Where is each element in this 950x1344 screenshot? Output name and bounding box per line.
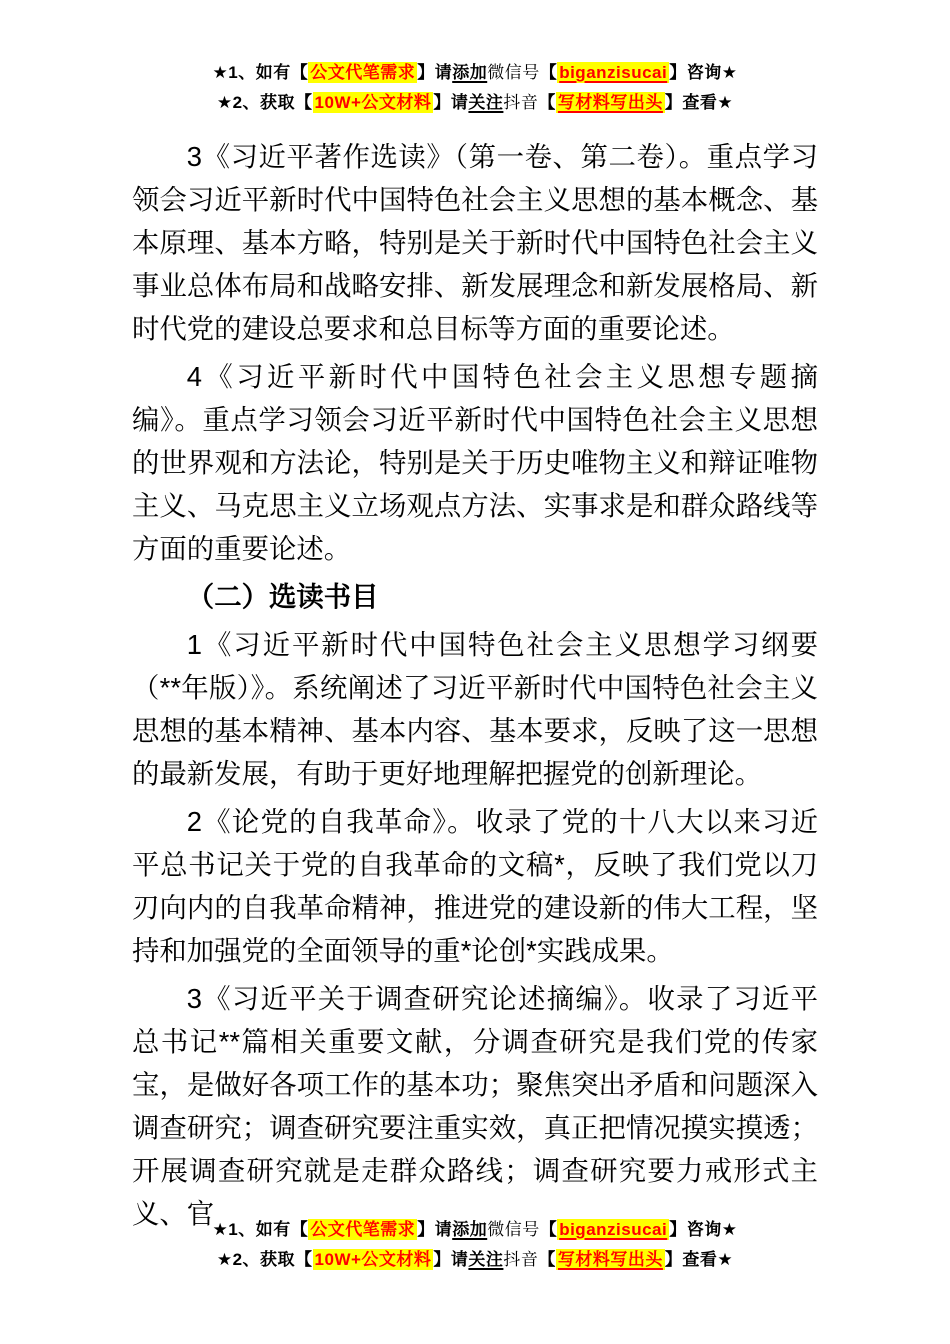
wechat-id-highlight: biganzisucai xyxy=(559,63,668,82)
douyin-label: 抖音 xyxy=(503,1250,539,1269)
douyin-account-highlight: 写材料写出头 xyxy=(557,93,663,112)
notice-line-2 xyxy=(0,88,950,118)
body-paragraph-selected1: 1《习近平新时代中国特色社会主义思想学习纲要（**年版）》。系统阐述了习近平新时代中国特色社会主义思想的基本精神、基本内容、基本要求，反映了这一思想的最新发展，有助于更好地理解把握党的创新理论。 xyxy=(132,629,818,789)
add-action-underline: 添加 xyxy=(452,1220,488,1239)
notice-segment: 【 xyxy=(539,63,558,82)
notice-segment: ★1、如有【 xyxy=(212,1220,309,1239)
notice-segment: ★1、如有【 xyxy=(212,63,309,82)
material-pack-highlight: 10W+公文材料 xyxy=(314,93,432,112)
document-body xyxy=(132,135,818,1235)
page-footer-notice xyxy=(0,1215,950,1275)
material-pack-highlight: 10W+公文材料 xyxy=(314,1250,432,1269)
notice-segment: ★2、获取【 xyxy=(216,1250,313,1269)
wechat-label: 微信号 xyxy=(487,1220,540,1239)
notice-segment: 【 xyxy=(539,1220,558,1239)
body-paragraph-book3: 3《习近平著作选读》（第一卷、第二卷）。重点学习领会习近平新时代中国特色社会主义思想的基本概念、基本原理、基本方略，特别是关于新时代中国特色社会主义事业总体布局和战略安排、新发展理念和新发展格局、新时代党的建设总要求和总目标等方面的重要论述。 xyxy=(132,141,818,344)
notice-segment: 【 xyxy=(538,93,556,112)
notice-line-1 xyxy=(0,1215,950,1245)
body-paragraph-book4: 4《习近平新时代中国特色社会主义思想专题摘编》。重点学习领会习近平新时代中国特色社会主义思想的世界观和方法论，特别是关于历史唯物主义和辩证唯物主义、马克思主义立场观点方法、实事求是和群众路线等方面的重要论述。 xyxy=(132,361,818,564)
notice-segment: 】查看★ xyxy=(664,1250,734,1269)
notice-segment: ★2、获取【 xyxy=(216,93,313,112)
douyin-label: 抖音 xyxy=(503,93,539,112)
notice-line-2 xyxy=(0,1245,950,1275)
notice-segment: 【 xyxy=(538,1250,556,1269)
notice-segment: 】请 xyxy=(417,1220,453,1239)
wechat-id-highlight: biganzisucai xyxy=(559,1220,668,1239)
notice-line-1 xyxy=(0,58,950,88)
notice-segment: 】咨询★ xyxy=(669,63,738,82)
notice-segment: 】查看★ xyxy=(664,93,734,112)
body-paragraph-selected2: 2《论党的自我革命》。收录了党的十八大以来习近平总书记关于党的自我革命的文稿*，反映了我们党以刀刃向内的自我革命精神，推进党的建设新的伟大工程，坚持和加强党的全面领导的重*论创*实践成果。 xyxy=(132,806,818,966)
body-paragraph-selected3: 3《习近平关于调查研究论述摘编》。收录了习近平总书记**篇相关重要文献，分调查研究是我们党的传家宝，是做好各项工作的基本功；聚焦突出矛盾和问题深入调查研究；调查研究要注重实效，真正把情况摸实摸透；开展调查研究就是走群众路线；调查研究要力戒形式主义、官 xyxy=(132,983,818,1229)
notice-segment: 】请 xyxy=(417,63,453,82)
service-need-highlight: 公文代笔需求 xyxy=(310,63,416,82)
follow-action-underline: 关注 xyxy=(468,93,504,112)
douyin-account-highlight: 写材料写出头 xyxy=(557,1250,663,1269)
notice-segment: 】咨询★ xyxy=(669,1220,738,1239)
service-need-highlight: 公文代笔需求 xyxy=(310,1220,416,1239)
wechat-label: 微信号 xyxy=(487,63,540,82)
page-header-notice xyxy=(0,0,950,118)
follow-action-underline: 关注 xyxy=(468,1250,504,1269)
notice-segment: 】请 xyxy=(433,1250,469,1269)
notice-segment: 】请 xyxy=(433,93,469,112)
section-heading-selected-books: （二）选读书目 xyxy=(186,581,379,612)
add-action-underline: 添加 xyxy=(452,63,488,82)
